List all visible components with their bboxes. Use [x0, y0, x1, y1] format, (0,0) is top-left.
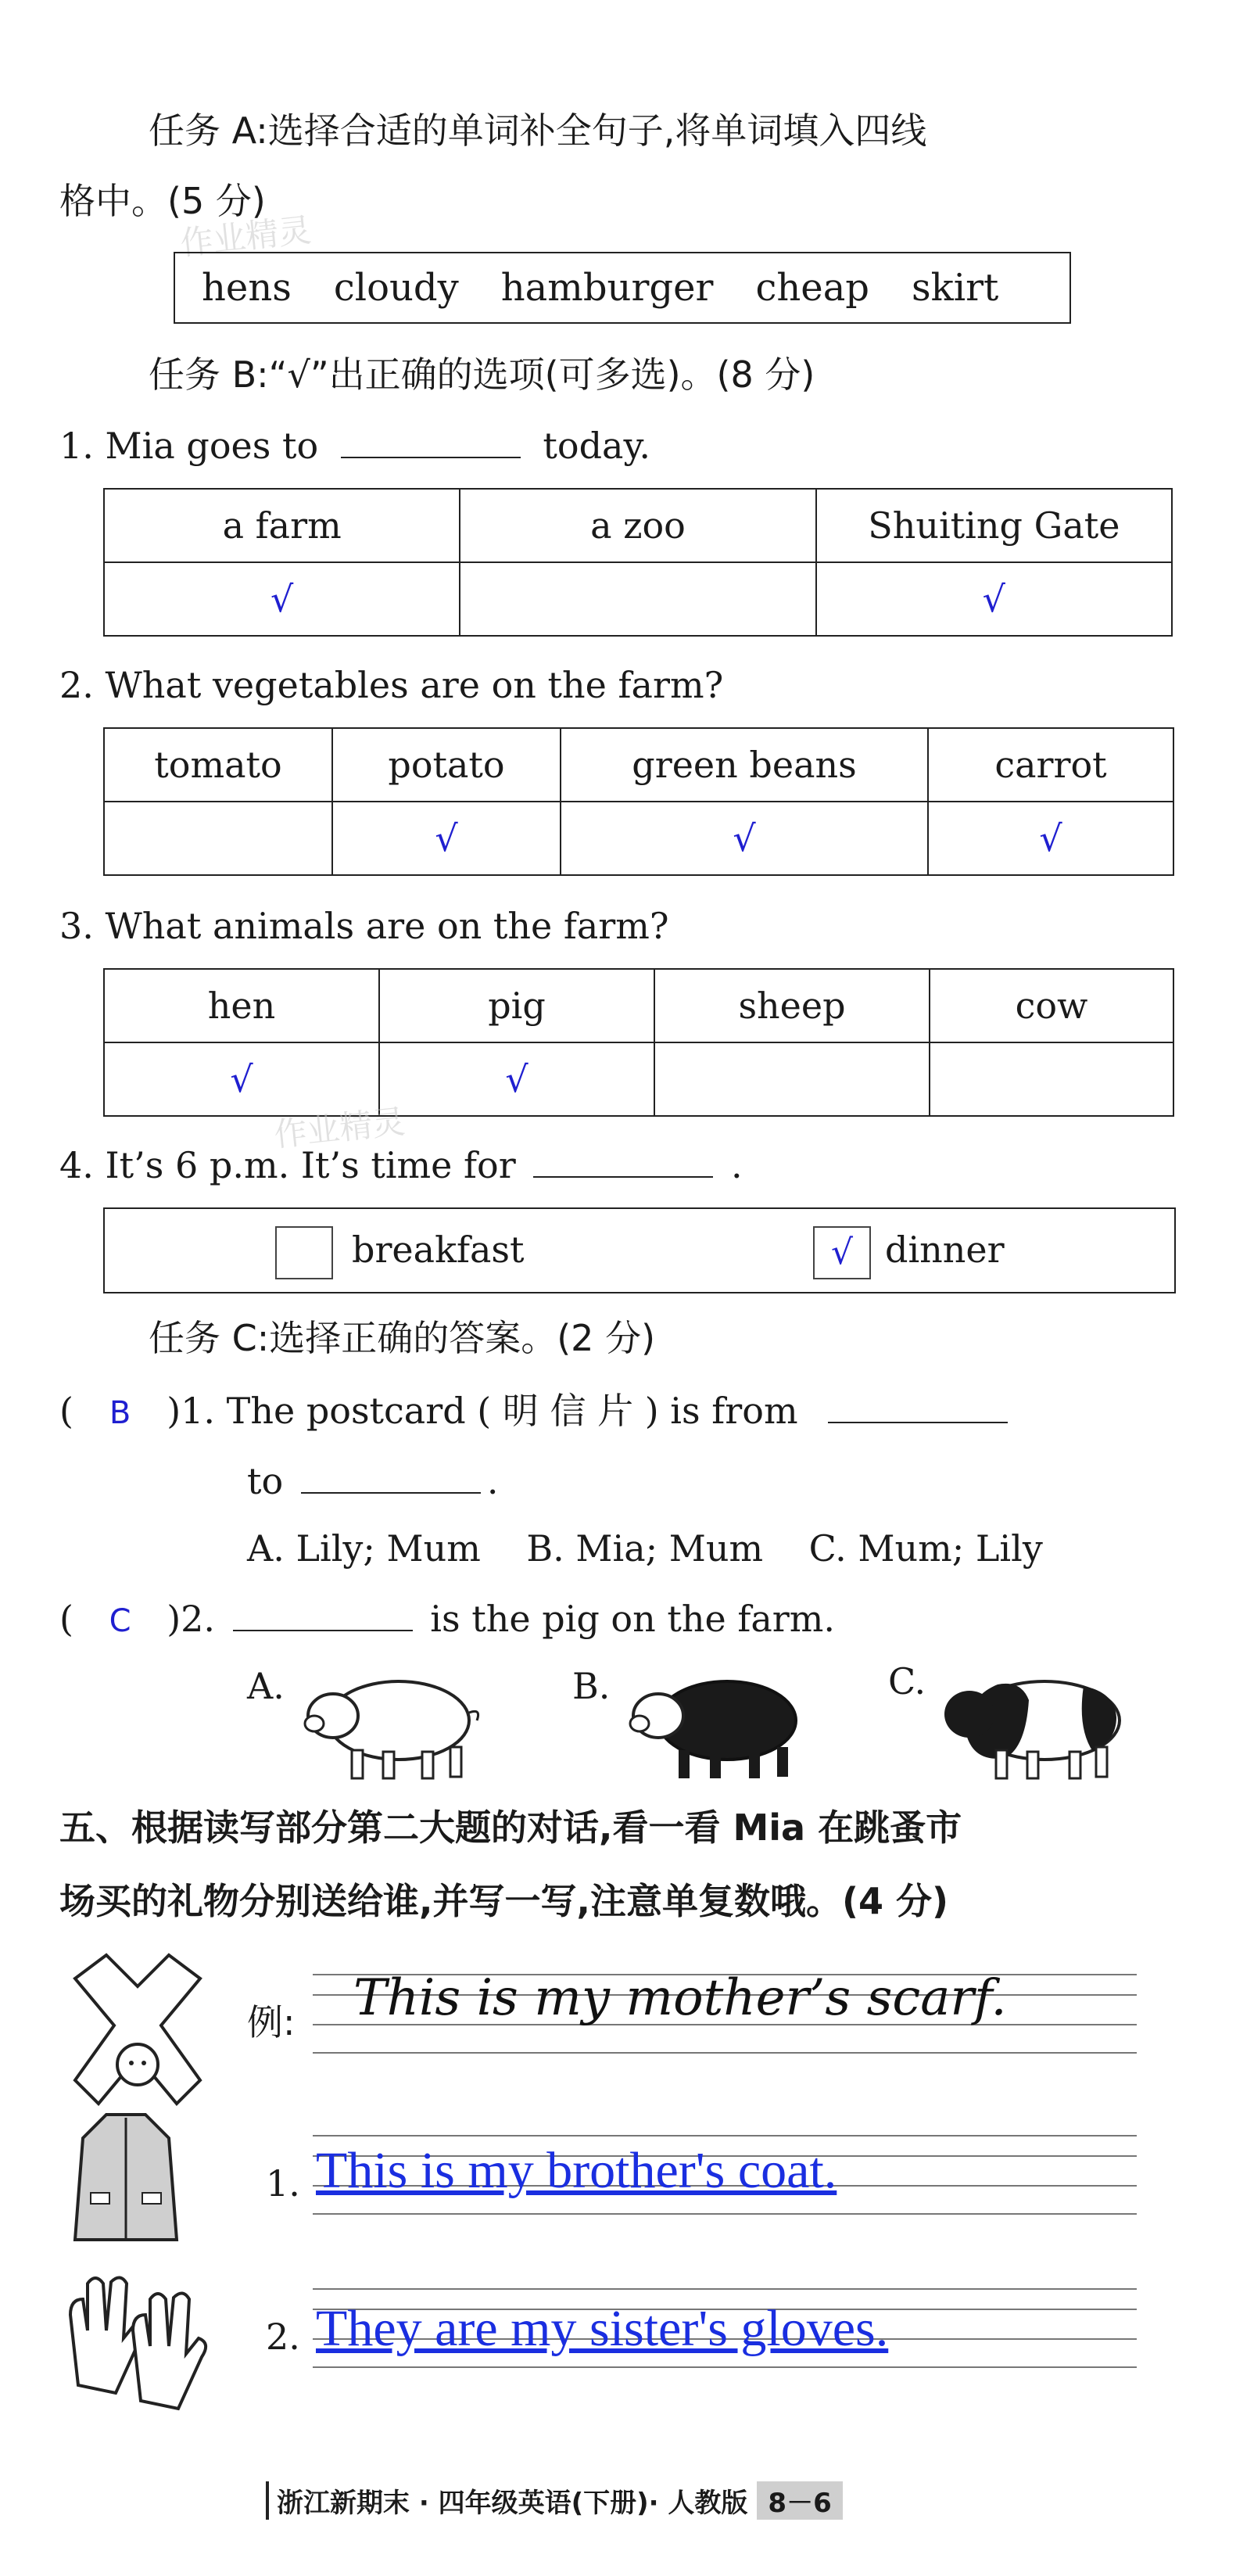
option-cell: Shuiting Gate [816, 489, 1172, 562]
task-c-q1-to: to [247, 1460, 284, 1502]
answer-blank [533, 1176, 713, 1178]
question-2-text: 2. What vegetables are on the farm? [59, 664, 724, 706]
example-handwriting: This is my mother’s scarf. [353, 1969, 1007, 2027]
pig-option-a-label: A. [247, 1665, 285, 1707]
empty-cell [460, 562, 815, 636]
pig-option-c-label: C. [888, 1660, 926, 1702]
empty-cell [104, 802, 332, 875]
tick-mark: √ [379, 1042, 654, 1116]
tick-mark: √ [561, 802, 928, 875]
empty-cell [930, 1042, 1173, 1116]
task-a-line2: 格中。(5 分) [59, 180, 266, 222]
option-cell: sheep [654, 969, 930, 1042]
item-1-number: 1. [266, 2162, 300, 2205]
checkbox-breakfast[interactable] [275, 1226, 333, 1279]
question-4-end: . [730, 1144, 743, 1186]
coat-icon [67, 2107, 185, 2248]
option-cell: potato [332, 728, 561, 802]
option-cell: carrot [928, 728, 1173, 802]
pig-spotted-icon [935, 1658, 1138, 1783]
answer-blank [341, 457, 521, 458]
question-1-options [103, 488, 1173, 637]
watermark: 作业精灵 [178, 210, 314, 263]
pig-black-icon [622, 1658, 810, 1783]
tick-mark: √ [104, 1042, 379, 1116]
question-3-text: 3. What animals are on the farm? [59, 905, 669, 947]
question-1-text: 1. Mia goes to [59, 425, 319, 467]
page-number: 8－6 [757, 2481, 842, 2520]
option-cell: tomato [104, 728, 332, 802]
word-bank-item: hens [202, 266, 292, 310]
question-1-end: today. [543, 425, 650, 467]
option-cell: cow [930, 969, 1173, 1042]
option-cell: hen [104, 969, 379, 1042]
answer-blank [828, 1422, 1008, 1423]
task-c-q2-text: is the pig on the farm. [430, 1598, 835, 1640]
item-2-number: 2. [266, 2316, 300, 2358]
task-c-q1-line2: to . [247, 1460, 499, 1502]
task-c-q2 [59, 1597, 835, 1643]
task-c-q2-num: )2. [167, 1598, 216, 1640]
option-cell: pig [379, 969, 654, 1042]
question-4-options [103, 1207, 1176, 1293]
question-2-options [103, 727, 1174, 876]
option-cell: a zoo [460, 489, 815, 562]
answer-blank [233, 1630, 413, 1631]
gloves-icon [55, 2268, 211, 2416]
tick-mark: √ [104, 562, 460, 636]
word-bank-item: hamburger [500, 266, 714, 310]
task-c-q1-choices: A. Lily; Mum B. Mia; Mum C. Mum; Lily [247, 1527, 1043, 1570]
option-dinner: dinner [885, 1229, 1005, 1271]
paren-open: ( [59, 1598, 73, 1640]
tick-mark: √ [928, 802, 1173, 875]
tick-mark: √ [816, 562, 1172, 636]
option-breakfast: breakfast [352, 1229, 525, 1271]
section-5-line2: 场买的礼物分别送给谁,并写一写,注意单复数哦。(4 分) [59, 1880, 949, 1922]
answer-blank [301, 1492, 481, 1494]
tick-mark: √ [332, 802, 561, 875]
task-c-q1 [59, 1389, 1008, 1435]
section-5-line1: 五、根据读写部分第二大题的对话,看一看 Mia 在跳蚤市 [59, 1806, 962, 1849]
option-cell: green beans [561, 728, 928, 802]
task-a-line1: 任务 A:选择合适的单词补全句子,将单词填入四线 [149, 109, 927, 152]
task-c-title: 任务 C:选择正确的答案。(2 分) [149, 1317, 656, 1359]
pig-option-b-label: B. [572, 1665, 611, 1707]
answer-letter: B [109, 1395, 131, 1431]
question-4 [59, 1143, 743, 1187]
answer-letter: C [109, 1603, 131, 1639]
item-1-answer: This is my brother's coat. [316, 2142, 837, 2199]
task-c-q1-text: )1. The postcard ( 明 信 片 ) is from [167, 1390, 798, 1432]
question-4-text: 4. It’s 6 p.m. It’s time for [59, 1144, 516, 1186]
item-2-answer: They are my sister's gloves. [316, 2300, 889, 2357]
scarf-icon [59, 1947, 216, 2111]
example-label: 例: [247, 2001, 296, 2043]
task-b-title: 任务 B:“√”出正确的选项(可多选)。(8 分) [149, 353, 815, 396]
footer-text: 浙江新期末 · 四年级英语(下册)· 人教版 [266, 2481, 747, 2520]
word-bank-item: cloudy [333, 266, 459, 310]
checkbox-dinner[interactable]: √ [813, 1226, 871, 1279]
page-footer [266, 2482, 843, 2518]
pig-white-icon [297, 1658, 485, 1783]
empty-cell [654, 1042, 930, 1116]
question-1 [59, 424, 650, 468]
watermark: 作业精灵 [272, 1102, 407, 1154]
question-3-options [103, 968, 1174, 1117]
paren-open: ( [59, 1390, 73, 1432]
word-bank-item: cheap [755, 266, 870, 310]
option-cell: a farm [104, 489, 460, 562]
word-bank-item: skirt [912, 266, 999, 310]
word-bank [174, 252, 1071, 324]
